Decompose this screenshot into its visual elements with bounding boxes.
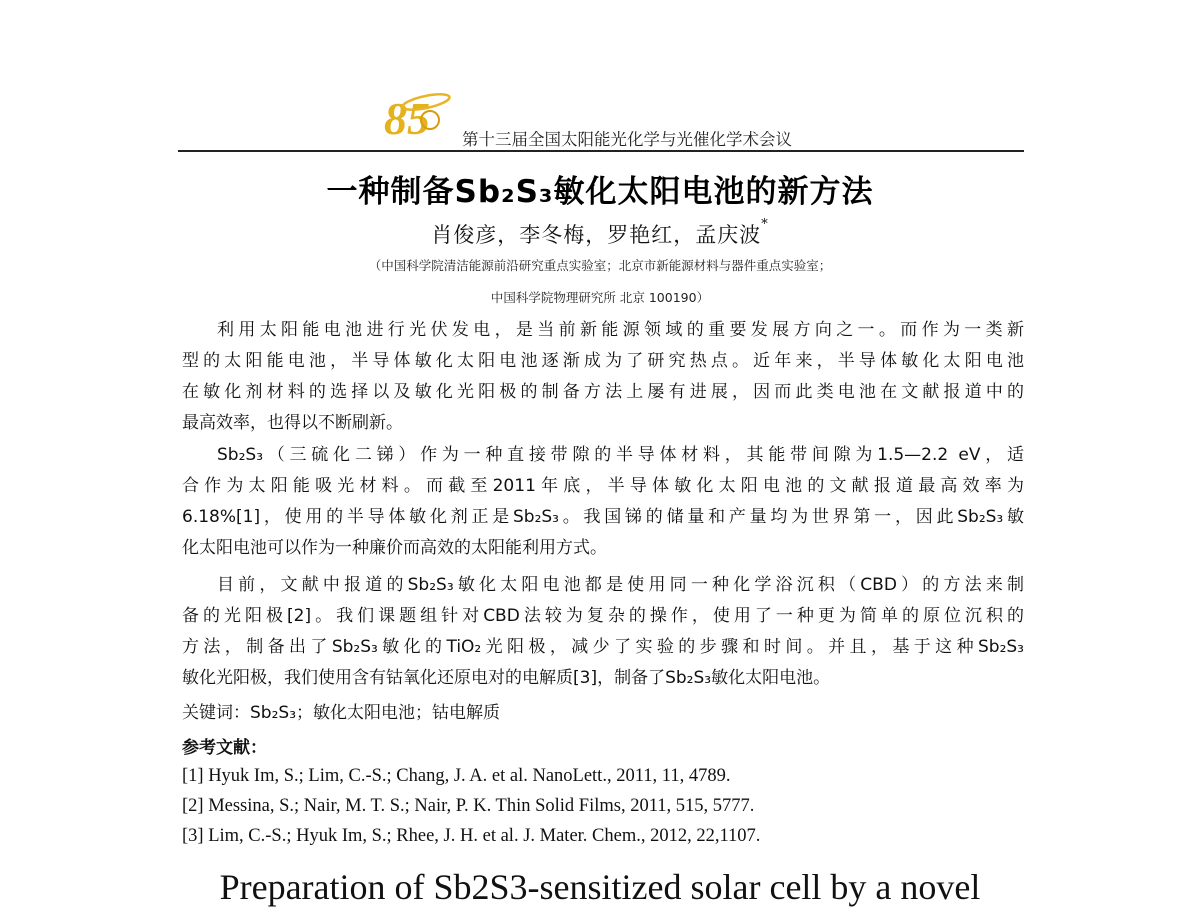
- paragraph-line: 目前，文献中报道的Sb₂S₃敏化太阳电池都是使用同一种化学浴沉积（CBD）的方法来制: [217, 575, 1024, 595]
- conference-logo: [382, 88, 454, 144]
- body-paragraph-1: [182, 315, 1024, 439]
- authors-text: 肖俊彦，李冬梅，罗艳红，孟庆波: [431, 223, 762, 247]
- references-heading: 参考文献：: [182, 738, 267, 758]
- paragraph-line: 在敏化剂材料的选择以及敏化光阳极的制备方法上屡有进展，因而此类电池在文献报道中的: [182, 382, 1024, 402]
- paragraph-line: 备的光阳极[2]。我们课题组针对CBD法较为复杂的操作，使用了一种更为简单的原位沉积的: [182, 606, 1024, 626]
- paragraph-line: 型的太阳能电池，半导体敏化太阳电池逐渐成为了研究热点。近年来，半导体敏化太阳电池: [182, 351, 1024, 371]
- paragraph-line: 方法，制备出了Sb₂S₃敏化的TiO₂光阳极，减少了实验的步骤和时间。并且，基于这种Sb₂S₃: [182, 637, 1024, 657]
- author-list: [0, 219, 1200, 249]
- affiliation-line-1: （中国科学院清洁能源前沿研究重点实验室；北京市新能源材料与器件重点实验室；: [368, 258, 832, 273]
- reference-item: [2] Messina, S.; Nair, M. T. S.; Nair, P. K. Thin Solid Films, 2011, 515, 5777.: [182, 796, 755, 816]
- paragraph-line: 利用太阳能电池进行光伏发电，是当前新能源领域的重要发展方向之一。而作为一类新: [217, 320, 1024, 340]
- reference-item: [3] Lim, C.-S.; Hyuk Im, S.; Rhee, J. H. et al. J. Mater. Chem., 2012, 22,1107.: [182, 826, 761, 846]
- paragraph-line: 敏化光阳极，我们使用含有钴氧化还原电对的电解质[3]，制备了Sb₂S₃敏化太阳电池。: [182, 668, 831, 688]
- logo-85-icon: [382, 88, 454, 144]
- corresponding-author-mark: *: [761, 217, 769, 232]
- paragraph-line: 最高效率，也得以不断刷新。: [182, 413, 403, 433]
- paragraph-line: 合作为太阳能吸光材料。而截至2011年底，半导体敏化太阳电池的文献报道最高效率为: [182, 476, 1024, 496]
- paragraph-line: 化太阳电池可以作为一种廉价而高效的太阳能利用方式。: [182, 538, 607, 558]
- reference-list: [182, 763, 760, 853]
- body-paragraph-3: [182, 570, 1024, 694]
- body-paragraph-2: [182, 440, 1024, 564]
- reference-item: [1] Hyuk Im, S.; Lim, C.-S.; Chang, J. A. et al. NanoLett., 2011, 11, 4789.: [182, 766, 731, 786]
- header-rule: [178, 150, 1024, 152]
- paragraph-line: 6.18%[1]，使用的半导体敏化剂正是Sb₂S₃。我国锑的储量和产量均为世界第一，因此Sb₂S₃敏: [182, 507, 1024, 527]
- english-title: Preparation of Sb2S3-sensitized solar cell by a novel: [219, 867, 981, 907]
- logo-85-text: 85: [384, 93, 430, 144]
- keywords: 关键词：Sb₂S₃；敏化太阳电池；钴电解质: [182, 703, 501, 723]
- conference-name: 第十三届全国太阳能光化学与光催化学术会议: [462, 130, 792, 149]
- affiliation-line-2: 中国科学院物理研究所 北京 100190）: [490, 290, 710, 305]
- paragraph-line: Sb₂S₃（三硫化二锑）作为一种直接带隙的半导体材料，其能带间隙为1.5—2.2 eV，适: [217, 445, 1024, 465]
- paper-title: 一种制备Sb₂S₃敏化太阳电池的新方法: [326, 174, 874, 210]
